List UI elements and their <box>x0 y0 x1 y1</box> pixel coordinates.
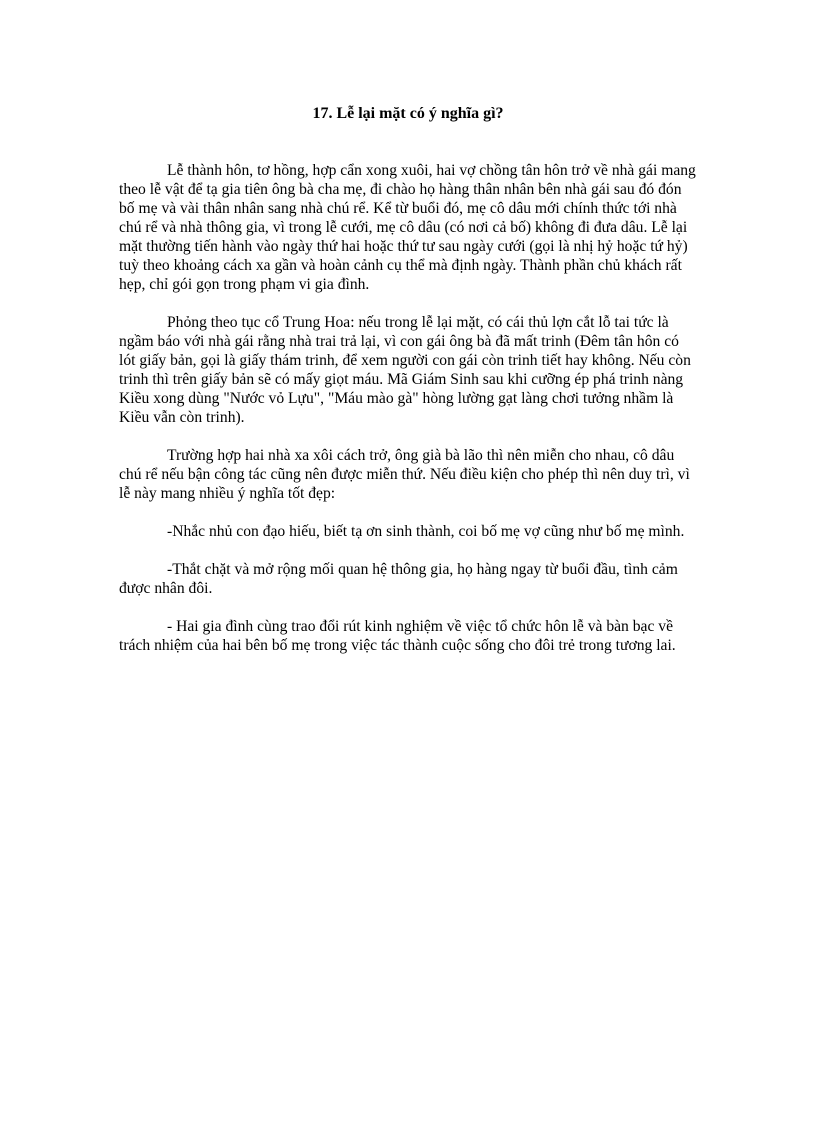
paragraph-chinese-custom: Phỏng theo tục cổ Trung Hoa: nếu trong lễ lại mặt, có cái thủ lợn cắt lỗ tai tức là ngầm báo với nhà gái rằng nhà trai trả lại, vì con gái ông bà đã mất trinh (Đêm tân hôn có lót giấy bản, gọi là giấy thám trinh, để xem người con gái còn trinh tiết hay không. Nếu còn trinh thì trên giấy bản sẽ có mấy giọt máu. Mã Giám Sinh sau khi cưỡng ép phá trinh nàng Kiều xong dùng "Nước vỏ Lựu", "Máu mào gà" hòng lường gạt làng chơi tưởng nhầm là Kiều vẫn còn trinh). <box>119 314 691 426</box>
paragraph-exemption: Trường hợp hai nhà xa xôi cách trở, ông già bà lão thì nên miễn cho nhau, cô dâu chú rể nếu bận công tác cũng nên được miễn thứ. Nếu điều kiện cho phép thì nên duy trì, vì lễ này mang nhiều ý nghĩa tốt đẹp: <box>119 447 690 502</box>
paragraph-meaning-bonds: -Thắt chặt và mở rộng mối quan hệ thông gia, họ hàng ngay từ buổi đầu, tình cảm được nhân đôi. <box>119 561 678 597</box>
document-title: 17. Lễ lại mặt có ý nghĩa gì? <box>312 105 504 122</box>
paragraph-ceremony-description: Lễ thành hôn, tơ hồng, hợp cẩn xong xuôi, hai vợ chồng tân hôn trở về nhà gái mang theo lễ vật để tạ gia tiên ông bà cha mẹ, đi chào họ hàng thân nhân bên nhà gái sau đó đón bố mẹ và vài thân nhân sang nhà chú rể. Kể từ buổi đó, mẹ cô dâu mới chính thức tới nhà chú rể và nhà thông gia, vì trong lễ cưới, mẹ cô dâu (có nơi cả bố) không đi đưa dâu. Lễ lại mặt thường tiến hành vào ngày thứ hai hoặc thứ tư sau ngày cưới (gọi là nhị hỷ hoặc tứ hỷ) tuỳ theo khoảng cách xa gần và hoàn cảnh cụ thể mà định ngày. Thành phần chủ khách rất hẹp, chỉ gói gọn trong phạm vi gia đình. <box>119 162 696 293</box>
paragraph-meaning-experience: - Hai gia đình cùng trao đổi rút kinh nghiệm về việc tổ chức hôn lễ và bàn bạc về trách nhiệm của hai bên bố mẹ trong việc tác thành cuộc sống cho đôi trẻ trong tương lai. <box>119 618 676 654</box>
paragraph-meaning-filial: -Nhắc nhủ con đạo hiếu, biết tạ ơn sinh thành, coi bố mẹ vợ cũng như bố mẹ mình. <box>167 523 685 540</box>
document-body <box>119 161 699 674</box>
